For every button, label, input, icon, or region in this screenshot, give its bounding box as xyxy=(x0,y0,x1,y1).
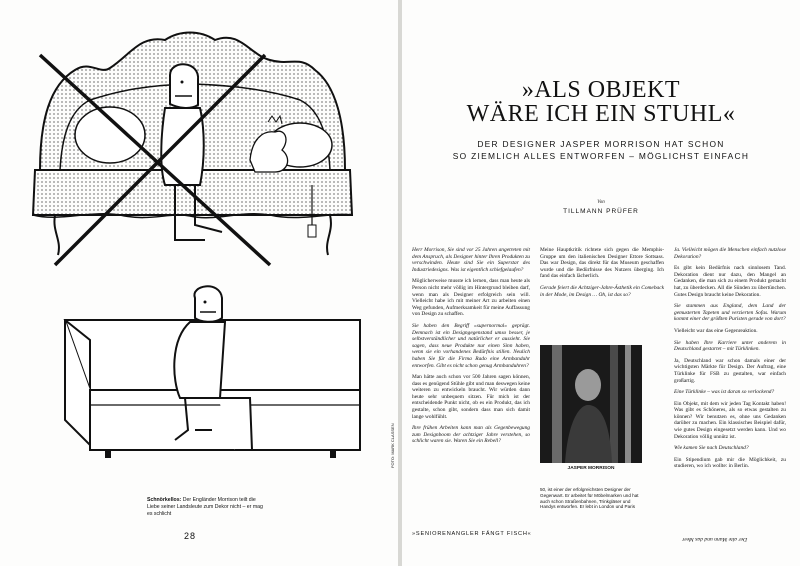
page-number: 28 xyxy=(184,531,197,541)
article-subtitle xyxy=(432,138,770,162)
question: Sie haben den Begriff »supernormal« geprägt. Demnach ist ein Designgegenstand umso besser, je selbstverständlicher und natürlicher er aussieht. Sie sagen, dass neue Produkte nur einen Sinn haben, wenn sie ein vorhandenes Bedürfnis stillen. Neulich haben Sie für die Firma Rado eine Armbanduhr entworfen. Gibt es nicht schon genug Armbanduhren? xyxy=(412,322,530,369)
subtitle-line-1: DER DESIGNER JASPER MORRISON HAT SCHON xyxy=(477,139,725,149)
title-line-2: WÄRE ICH EIN STUHL« xyxy=(466,101,736,127)
caption-text: Der Engländer Morrison teilt die Liebe seiner Landsleute zum Dekor nicht – er mag es schlicht xyxy=(147,497,263,517)
question: Ihre frühen Arbeiten kann man als Gegenbewegung zum Designboom der achtziger Jahre verstehen, so schlicht waren sie. Waren Sie ein Rebell? xyxy=(412,425,530,445)
question: Herr Morrison, Sie sind vor 25 Jahren angetreten mit dem Anspruch, als Designer hinter Ihren Produkten zu verschwinden. Heute sind Sie ein Superstar des Industriedesigns. Was ist eigentlich schiefgelaufen? xyxy=(412,247,530,273)
right-page xyxy=(390,0,800,566)
answer: Man hätte auch schon vor 500 Jahren sagen können, dass es genügend Stühle gibt und man deswegen keine weiteren zu entwickeln braucht. Wir würden dann heute sehr unbequem sitzen. Für mich ist der entscheidende Punkt nicht, ob es ein Produkt, das ich gestalte, schon gibt, sondern dass man sich damit lange wohlfühlt. xyxy=(412,374,530,420)
question: Gerade feiert die Achtziger-Jahre-Ästhetik ein Comeback in der Mode, im Design … Oh, ist das so? xyxy=(540,284,664,298)
article-title xyxy=(442,78,760,126)
title-line-1: »ALS OBJEKT xyxy=(521,77,681,103)
byline-author: TILLMANN PRÜFER xyxy=(563,208,639,215)
answer: Ja, Deutschland war schon damals einer der wichtigsten Märkte für Design. Der Auftrag, eine Türklinke für FSB zu gestalten, war einfach großartig. xyxy=(674,357,786,384)
question: Sie stammen aus England, dem Land der gemusterten Tapeten und verzierten Sofas. Warum kommt einer der größten Puristen gerade von dort? xyxy=(674,303,786,323)
photo-credit: FOTO: MARK CLASSEN xyxy=(390,423,395,468)
answer: Möglicherweise musste ich lernen, dass man heute als Person nicht mehr völlig im Hintergrund bleiben darf, wenn man als Designer erfolgreich sein will. Vielleicht habe ich mit meiner Art zu arbeiten einen Weg gefunden, Aufmerksamkeit für meine Auffassung von Design zu schaffen. xyxy=(412,278,530,318)
left-page xyxy=(0,0,398,566)
question: Wie kamen Sie nach Deutschland? xyxy=(674,445,749,452)
next-page-fragment: Der alte Mann und das Meer xyxy=(682,536,748,542)
modern-sofa-illustration xyxy=(0,280,398,480)
portrait-photo xyxy=(540,345,642,463)
column-2 xyxy=(540,247,664,303)
column-1 xyxy=(412,247,530,450)
teaser-headline: »SENIORENANGLER FÄNGT FISCH« xyxy=(412,531,532,537)
answer: Vielleicht war das eine Gegenreaktion. xyxy=(674,327,758,334)
answer: Meine Hauptkritik richtete sich gegen die Memphis-Gruppe um den italienischen Designer Ettore Sottsass. Das war Design, das direkt für das Museum geschaffen wurde und die Bedürfnisse des Nutzers überging. Ich fand das einfach lächerlich. xyxy=(540,247,664,280)
question: Ja. Vielleicht mögen die Menschen einfach nutzlose Dekoration? xyxy=(674,247,786,260)
illustration-caption xyxy=(147,497,267,517)
column-3 xyxy=(674,247,786,475)
photo-caption: 50, ist einer der erfolgreichsten Designer der Gegenwart. Er arbeitet für Möbelmarken und hat auch schon Straßenbahnen, Trinkgläser und Handys entworfen. Er lebt in London und Paris xyxy=(540,487,639,510)
question: Sie haben Ihre Karriere unter anderem in Deutschland gestartet – mit Türklinken. xyxy=(674,339,786,353)
subtitle-line-2: SO ZIEMLICH ALLES ENTWORFEN – MÖGLICHST EINFACH xyxy=(452,151,750,161)
answer: Ein Objekt, mit dem wir jeden Tag Kontakt haben! Was gibt es Schöneres, als so etwas gestalten zu können? Wir benutzen es, ohne uns Gedanken darüber zu machen. Ein klassisches Beispiel dafür, wie gutes Design eingesetzt werden kann. Und wo Dekoration völlig unnütz ist. xyxy=(674,400,786,440)
answer: Ein Stipendium gab mir die Möglichkeit, zu studieren, wo ich wollte: in Berlin. xyxy=(674,456,786,470)
question: Eine Türklinke – was ist daran so verlockend? xyxy=(674,389,775,396)
answer: Es gibt kein Bedürfnis nach sinnlosem Tand. Dekoration dient nur dazu, den Mangel an Gedanken, die man sich zu einem Produkt gemacht hat, zu überdecken. All die Sünden zu übertünchen. Gutes Design braucht keine Dekoration. xyxy=(674,265,786,298)
ornate-sofa-illustration xyxy=(0,0,398,270)
byline-prefix: Von xyxy=(597,200,605,205)
caption-lead: Schnörkellos: xyxy=(147,497,182,503)
photo-label: JASPER MORRISON xyxy=(567,466,615,471)
